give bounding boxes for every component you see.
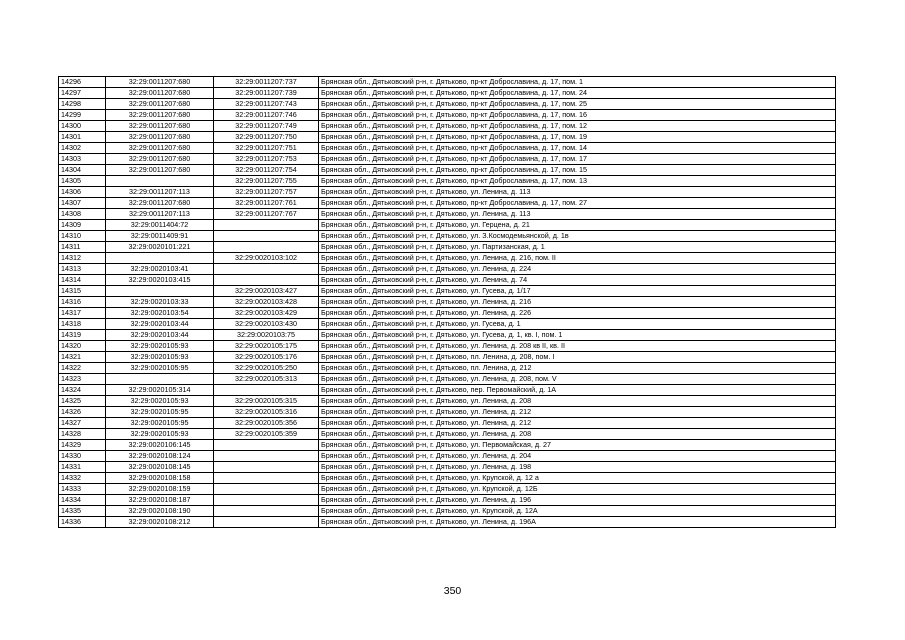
address-cell: Брянская обл., Дятьковский р-н, г. Дятьково, ул. Ленина, д. 208 кв II, кв. II xyxy=(319,341,836,352)
address-cell: Брянская обл., Дятьковский р-н, г. Дятьково, ул. Ленина, д. 208 xyxy=(319,396,836,407)
parcel-cadastral-number-cell: 32:29:0011207:113 xyxy=(106,187,214,198)
row-number-cell: 14324 xyxy=(59,385,106,396)
parcel-cadastral-number-cell: 32:29:0020108:124 xyxy=(106,451,214,462)
premises-cadastral-number-cell: 32:29:0020105:313 xyxy=(214,374,319,385)
address-cell: Брянская обл., Дятьковский р-н, г. Дятьково, пр-кт Доброславина, д. 17, пом. 13 xyxy=(319,176,836,187)
address-cell: Брянская обл., Дятьковский р-н, г. Дятьково, пр-кт Доброславина, д. 17, пом. 19 xyxy=(319,132,836,143)
table-row xyxy=(59,110,836,121)
address-cell: Брянская обл., Дятьковский р-н, г. Дятьково, ул. Ленина, д. 74 xyxy=(319,275,836,286)
row-number-cell: 14325 xyxy=(59,396,106,407)
parcel-cadastral-number-cell: 32:29:0011207:680 xyxy=(106,165,214,176)
premises-cadastral-number-cell: 32:29:0011207:746 xyxy=(214,110,319,121)
address-cell: Брянская обл., Дятьковский р-н, г. Дятьково, ул. Гусева, д. 1 xyxy=(319,319,836,330)
parcel-cadastral-number-cell: 32:29:0020108:212 xyxy=(106,517,214,528)
parcel-cadastral-number-cell: 32:29:0011207:113 xyxy=(106,209,214,220)
parcel-cadastral-number-cell: 32:29:0020105:314 xyxy=(106,385,214,396)
address-cell: Брянская обл., Дятьковский р-н, г. Дятьково, ул. Ленина, д. 216, пом. II xyxy=(319,253,836,264)
premises-cadastral-number-cell: 32:29:0020105:316 xyxy=(214,407,319,418)
premises-cadastral-number-cell: 32:29:0020105:250 xyxy=(214,363,319,374)
parcel-cadastral-number-cell xyxy=(106,286,214,297)
row-number-cell: 14310 xyxy=(59,231,106,242)
table-row xyxy=(59,484,836,495)
table-row xyxy=(59,451,836,462)
table-row xyxy=(59,374,836,385)
row-number-cell: 14332 xyxy=(59,473,106,484)
table-row xyxy=(59,121,836,132)
premises-cadastral-number-cell xyxy=(214,220,319,231)
address-cell: Брянская обл., Дятьковский р-н, г. Дятьково, ул. Ленина, д. 196А xyxy=(319,517,836,528)
row-number-cell: 14315 xyxy=(59,286,106,297)
premises-cadastral-number-cell xyxy=(214,462,319,473)
registry-table-body xyxy=(59,77,836,528)
address-cell: Брянская обл., Дятьковский р-н, г. Дятьково, пр-кт Доброславина, д. 17, пом. 15 xyxy=(319,165,836,176)
address-cell: Брянская обл., Дятьковский р-н, г. Дятьково, ул. Ленина, д. 208 xyxy=(319,429,836,440)
address-cell: Брянская обл., Дятьковский р-н, г. Дятьково, ул. Первомайская, д. 27 xyxy=(319,440,836,451)
parcel-cadastral-number-cell: 32:29:0011207:680 xyxy=(106,143,214,154)
table-row xyxy=(59,473,836,484)
cadastral-registry-table xyxy=(58,76,836,528)
parcel-cadastral-number-cell: 32:29:0020105:95 xyxy=(106,418,214,429)
table-row xyxy=(59,143,836,154)
table-row xyxy=(59,154,836,165)
row-number-cell: 14328 xyxy=(59,429,106,440)
address-cell: Брянская обл., Дятьковский р-н, г. Дятьково, ул. Герцена, д. 21 xyxy=(319,220,836,231)
premises-cadastral-number-cell: 32:29:0011207:755 xyxy=(214,176,319,187)
premises-cadastral-number-cell: 32:29:0020105:315 xyxy=(214,396,319,407)
row-number-cell: 14309 xyxy=(59,220,106,231)
address-cell: Брянская обл., Дятьковский р-н, г. Дятьково, пер. Первомайский, д. 1А xyxy=(319,385,836,396)
parcel-cadastral-number-cell: 32:29:0020103:44 xyxy=(106,330,214,341)
row-number-cell: 14312 xyxy=(59,253,106,264)
row-number-cell: 14333 xyxy=(59,484,106,495)
premises-cadastral-number-cell: 32:29:0020103:102 xyxy=(214,253,319,264)
address-cell: Брянская обл., Дятьковский р-н, г. Дятьково, пл. Ленина, д. 212 xyxy=(319,363,836,374)
table-row xyxy=(59,341,836,352)
premises-cadastral-number-cell xyxy=(214,264,319,275)
row-number-cell: 14334 xyxy=(59,495,106,506)
address-cell: Брянская обл., Дятьковский р-н, г. Дятьково, пр-кт Доброславина, д. 17, пом. 16 xyxy=(319,110,836,121)
parcel-cadastral-number-cell xyxy=(106,374,214,385)
parcel-cadastral-number-cell: 32:29:0020108:190 xyxy=(106,506,214,517)
row-number-cell: 14330 xyxy=(59,451,106,462)
table-row xyxy=(59,220,836,231)
parcel-cadastral-number-cell: 32:29:0011207:680 xyxy=(106,154,214,165)
parcel-cadastral-number-cell: 32:29:0020108:159 xyxy=(106,484,214,495)
row-number-cell: 14313 xyxy=(59,264,106,275)
premises-cadastral-number-cell xyxy=(214,495,319,506)
table-row xyxy=(59,132,836,143)
table-row xyxy=(59,352,836,363)
address-cell: Брянская обл., Дятьковский р-н, г. Дятьково, пр-кт Доброславина, д. 17, пом. 12 xyxy=(319,121,836,132)
row-number-cell: 14316 xyxy=(59,297,106,308)
premises-cadastral-number-cell: 32:29:0020105:175 xyxy=(214,341,319,352)
parcel-cadastral-number-cell xyxy=(106,176,214,187)
address-cell: Брянская обл., Дятьковский р-н, г. Дятьково, ул. Ленина, д. 198 xyxy=(319,462,836,473)
table-row xyxy=(59,495,836,506)
address-cell: Брянская обл., Дятьковский р-н, г. Дятьково, ул. Ленина, д. 212 xyxy=(319,407,836,418)
address-cell: Брянская обл., Дятьковский р-н, г. Дятьково, ул. Ленина, д. 204 xyxy=(319,451,836,462)
address-cell: Брянская обл., Дятьковский р-н, г. Дятьково, пр-кт Доброславина, д. 17, пом. 1 xyxy=(319,77,836,88)
premises-cadastral-number-cell: 32:29:0020105:356 xyxy=(214,418,319,429)
premises-cadastral-number-cell: 32:29:0020105:176 xyxy=(214,352,319,363)
parcel-cadastral-number-cell: 32:29:0020105:95 xyxy=(106,407,214,418)
parcel-cadastral-number-cell: 32:29:0020105:95 xyxy=(106,363,214,374)
address-cell: Брянская обл., Дятьковский р-н, г. Дятьково, пр-кт Доброславина, д. 17, пом. 27 xyxy=(319,198,836,209)
table-row xyxy=(59,308,836,319)
table-row xyxy=(59,242,836,253)
parcel-cadastral-number-cell: 32:29:0020101:221 xyxy=(106,242,214,253)
premises-cadastral-number-cell: 32:29:0011207:761 xyxy=(214,198,319,209)
address-cell: Брянская обл., Дятьковский р-н, г. Дятьково, ул. Крупской, д. 12 а xyxy=(319,473,836,484)
premises-cadastral-number-cell xyxy=(214,385,319,396)
address-cell: Брянская обл., Дятьковский р-н, г. Дятьково, ул. Ленина, д. 113 xyxy=(319,209,836,220)
premises-cadastral-number-cell xyxy=(214,451,319,462)
parcel-cadastral-number-cell: 32:29:0011404:72 xyxy=(106,220,214,231)
premises-cadastral-number-cell: 32:29:0011207:767 xyxy=(214,209,319,220)
row-number-cell: 14335 xyxy=(59,506,106,517)
row-number-cell: 14323 xyxy=(59,374,106,385)
premises-cadastral-number-cell: 32:29:0011207:750 xyxy=(214,132,319,143)
premises-cadastral-number-cell xyxy=(214,231,319,242)
premises-cadastral-number-cell xyxy=(214,242,319,253)
premises-cadastral-number-cell xyxy=(214,275,319,286)
parcel-cadastral-number-cell: 32:29:0011207:680 xyxy=(106,121,214,132)
premises-cadastral-number-cell: 32:29:0011207:757 xyxy=(214,187,319,198)
parcel-cadastral-number-cell: 32:29:0011207:680 xyxy=(106,88,214,99)
row-number-cell: 14300 xyxy=(59,121,106,132)
parcel-cadastral-number-cell: 32:29:0011207:680 xyxy=(106,110,214,121)
address-cell: Брянская обл., Дятьковский р-н, г. Дятьково, ул. Гусева, д. 1/17 xyxy=(319,286,836,297)
address-cell: Брянская обл., Дятьковский р-н, г. Дятьково, ул. Ленина, д. 196 xyxy=(319,495,836,506)
row-number-cell: 14321 xyxy=(59,352,106,363)
table-row xyxy=(59,231,836,242)
premises-cadastral-number-cell: 32:29:0020103:430 xyxy=(214,319,319,330)
table-row xyxy=(59,88,836,99)
premises-cadastral-number-cell: 32:29:0011207:749 xyxy=(214,121,319,132)
table-row xyxy=(59,440,836,451)
table-row xyxy=(59,165,836,176)
parcel-cadastral-number-cell: 32:29:0020105:93 xyxy=(106,396,214,407)
table-row xyxy=(59,462,836,473)
address-cell: Брянская обл., Дятьковский р-н, г. Дятьково, пр-кт Доброславина, д. 17, пом. 25 xyxy=(319,99,836,110)
address-cell: Брянская обл., Дятьковский р-н, г. Дятьково, ул. Гусева, д. 1, кв. I, пом. 1 xyxy=(319,330,836,341)
parcel-cadastral-number-cell: 32:29:0020105:93 xyxy=(106,429,214,440)
row-number-cell: 14329 xyxy=(59,440,106,451)
parcel-cadastral-number-cell: 32:29:0020103:54 xyxy=(106,308,214,319)
row-number-cell: 14296 xyxy=(59,77,106,88)
row-number-cell: 14319 xyxy=(59,330,106,341)
row-number-cell: 14326 xyxy=(59,407,106,418)
table-row xyxy=(59,99,836,110)
parcel-cadastral-number-cell: 32:29:0020103:44 xyxy=(106,319,214,330)
address-cell: Брянская обл., Дятьковский р-н, г. Дятьково, ул. Ленина, д. 226 xyxy=(319,308,836,319)
parcel-cadastral-number-cell: 32:29:0011207:680 xyxy=(106,198,214,209)
address-cell: Брянская обл., Дятьковский р-н, г. Дятьково, пр-кт Доброславина, д. 17, пом. 17 xyxy=(319,154,836,165)
premises-cadastral-number-cell: 32:29:0020103:429 xyxy=(214,308,319,319)
parcel-cadastral-number-cell: 32:29:0011207:680 xyxy=(106,132,214,143)
parcel-cadastral-number-cell: 32:29:0020103:33 xyxy=(106,297,214,308)
table-row xyxy=(59,506,836,517)
row-number-cell: 14311 xyxy=(59,242,106,253)
row-number-cell: 14304 xyxy=(59,165,106,176)
table-row xyxy=(59,187,836,198)
table-row xyxy=(59,418,836,429)
parcel-cadastral-number-cell: 32:29:0020108:158 xyxy=(106,473,214,484)
parcel-cadastral-number-cell: 32:29:0011207:680 xyxy=(106,77,214,88)
row-number-cell: 14306 xyxy=(59,187,106,198)
row-number-cell: 14302 xyxy=(59,143,106,154)
row-number-cell: 14301 xyxy=(59,132,106,143)
row-number-cell: 14297 xyxy=(59,88,106,99)
address-cell: Брянская обл., Дятьковский р-н, г. Дятьково, ул. З.Космодемьянской, д. 1в xyxy=(319,231,836,242)
row-number-cell: 14307 xyxy=(59,198,106,209)
parcel-cadastral-number-cell xyxy=(106,253,214,264)
row-number-cell: 14308 xyxy=(59,209,106,220)
premises-cadastral-number-cell xyxy=(214,484,319,495)
premises-cadastral-number-cell: 32:29:0020103:427 xyxy=(214,286,319,297)
parcel-cadastral-number-cell: 32:29:0020108:145 xyxy=(106,462,214,473)
table-row xyxy=(59,429,836,440)
row-number-cell: 14303 xyxy=(59,154,106,165)
premises-cadastral-number-cell: 32:29:0011207:737 xyxy=(214,77,319,88)
table-row xyxy=(59,275,836,286)
table-row xyxy=(59,198,836,209)
parcel-cadastral-number-cell: 32:29:0020108:187 xyxy=(106,495,214,506)
row-number-cell: 14320 xyxy=(59,341,106,352)
parcel-cadastral-number-cell: 32:29:0020103:415 xyxy=(106,275,214,286)
table-row xyxy=(59,264,836,275)
row-number-cell: 14318 xyxy=(59,319,106,330)
address-cell: Брянская обл., Дятьковский р-н, г. Дятьково, ул. Ленина, д. 216 xyxy=(319,297,836,308)
address-cell: Брянская обл., Дятьковский р-н, г. Дятьково, пл. Ленина, д. 208, пом. I xyxy=(319,352,836,363)
address-cell: Брянская обл., Дятьковский р-н, г. Дятьково, ул. Ленина, д. 113 xyxy=(319,187,836,198)
parcel-cadastral-number-cell: 32:29:0011207:680 xyxy=(106,99,214,110)
row-number-cell: 14331 xyxy=(59,462,106,473)
premises-cadastral-number-cell xyxy=(214,506,319,517)
table-row xyxy=(59,286,836,297)
row-number-cell: 14317 xyxy=(59,308,106,319)
premises-cadastral-number-cell: 32:29:0020103:75 xyxy=(214,330,319,341)
address-cell: Брянская обл., Дятьковский р-н, г. Дятьково, ул. Ленина, д. 224 xyxy=(319,264,836,275)
premises-cadastral-number-cell: 32:29:0011207:753 xyxy=(214,154,319,165)
table-row xyxy=(59,330,836,341)
address-cell: Брянская обл., Дятьковский р-н, г. Дятьково, пр-кт Доброславина, д. 17, пом. 14 xyxy=(319,143,836,154)
premises-cadastral-number-cell: 32:29:0011207:739 xyxy=(214,88,319,99)
premises-cadastral-number-cell xyxy=(214,440,319,451)
row-number-cell: 14298 xyxy=(59,99,106,110)
table-row xyxy=(59,396,836,407)
table-row xyxy=(59,77,836,88)
row-number-cell: 14336 xyxy=(59,517,106,528)
address-cell: Брянская обл., Дятьковский р-н, г. Дятьково, ул. Ленина, д. 208, пом. V xyxy=(319,374,836,385)
premises-cadastral-number-cell: 32:29:0011207:754 xyxy=(214,165,319,176)
premises-cadastral-number-cell: 32:29:0011207:751 xyxy=(214,143,319,154)
table-row xyxy=(59,319,836,330)
address-cell: Брянская обл., Дятьковский р-н, г. Дятьково, ул. Ленина, д. 212 xyxy=(319,418,836,429)
premises-cadastral-number-cell: 32:29:0020103:428 xyxy=(214,297,319,308)
table-row xyxy=(59,517,836,528)
premises-cadastral-number-cell xyxy=(214,473,319,484)
address-cell: Брянская обл., Дятьковский р-н, г. Дятьково, ул. Крупской, д. 12А xyxy=(319,506,836,517)
parcel-cadastral-number-cell: 32:29:0020106:145 xyxy=(106,440,214,451)
address-cell: Брянская обл., Дятьковский р-н, г. Дятьково, ул. Крупской, д. 12Б xyxy=(319,484,836,495)
table-row xyxy=(59,253,836,264)
parcel-cadastral-number-cell: 32:29:0020105:93 xyxy=(106,352,214,363)
premises-cadastral-number-cell: 32:29:0020105:359 xyxy=(214,429,319,440)
table-row xyxy=(59,297,836,308)
table-row xyxy=(59,385,836,396)
row-number-cell: 14327 xyxy=(59,418,106,429)
table-row xyxy=(59,176,836,187)
address-cell: Брянская обл., Дятьковский р-н, г. Дятьково, ул. Партизанская, д. 1 xyxy=(319,242,836,253)
premises-cadastral-number-cell xyxy=(214,517,319,528)
row-number-cell: 14305 xyxy=(59,176,106,187)
parcel-cadastral-number-cell: 32:29:0011409:91 xyxy=(106,231,214,242)
premises-cadastral-number-cell: 32:29:0011207:743 xyxy=(214,99,319,110)
parcel-cadastral-number-cell: 32:29:0020105:93 xyxy=(106,341,214,352)
page-number: 350 xyxy=(443,585,462,597)
row-number-cell: 14314 xyxy=(59,275,106,286)
address-cell: Брянская обл., Дятьковский р-н, г. Дятьково, пр-кт Доброславина, д. 17, пом. 24 xyxy=(319,88,836,99)
row-number-cell: 14322 xyxy=(59,363,106,374)
row-number-cell: 14299 xyxy=(59,110,106,121)
parcel-cadastral-number-cell: 32:29:0020103:41 xyxy=(106,264,214,275)
table-row xyxy=(59,363,836,374)
table-row xyxy=(59,407,836,418)
table-row xyxy=(59,209,836,220)
